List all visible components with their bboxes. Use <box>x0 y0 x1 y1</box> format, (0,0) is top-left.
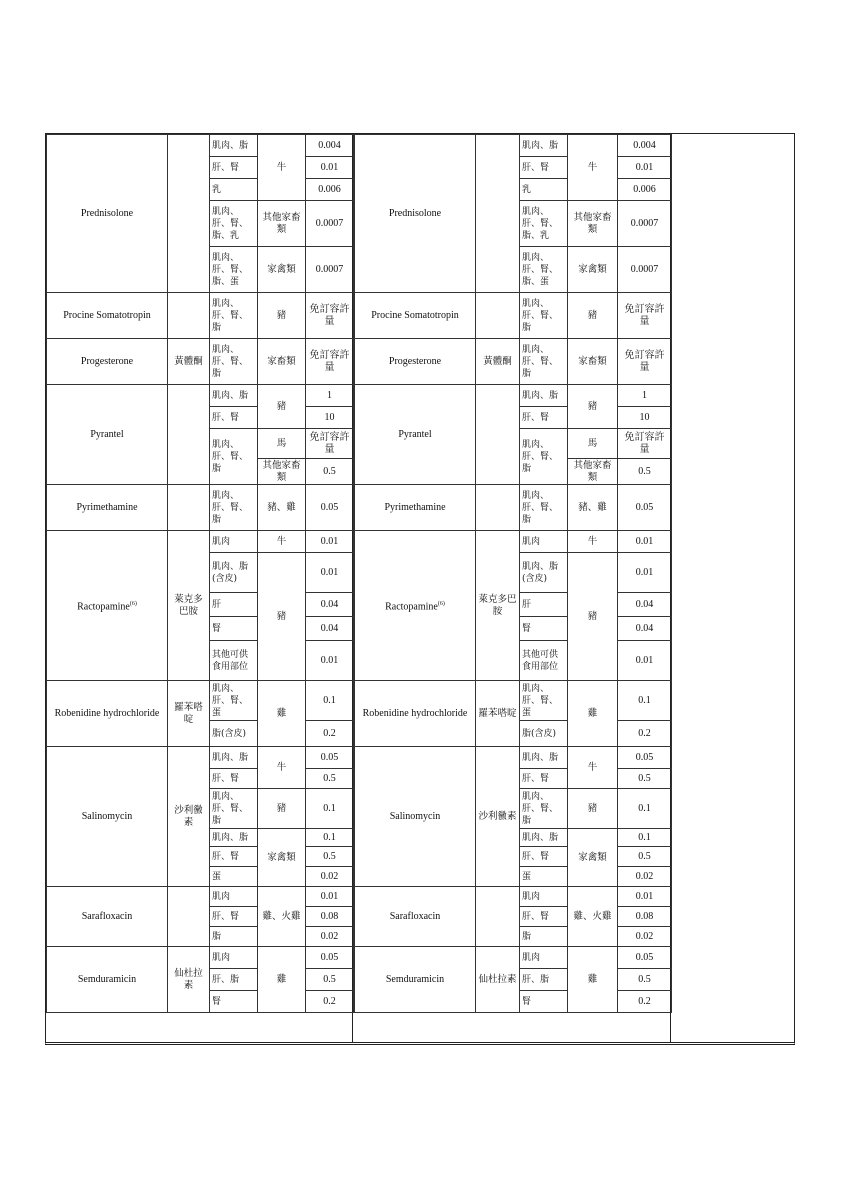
animal-species: 豬 <box>568 789 618 829</box>
chinese-name: 黃體酮 <box>476 339 520 385</box>
drug-name <box>47 293 168 339</box>
chinese-name <box>168 293 210 339</box>
animal-species: 家畜類 <box>258 339 306 385</box>
tissue-part: 肌肉、脂 <box>520 385 568 407</box>
drug-name <box>355 887 476 947</box>
drug-name-text: Progesterone <box>80 355 134 367</box>
tissue-part: 肝 <box>210 593 258 617</box>
limit-value: 0.1 <box>306 681 354 721</box>
animal-species: 豬 <box>258 789 306 829</box>
drug-name <box>355 485 476 531</box>
tissue-part: 肌肉、脂(含皮) <box>210 553 258 593</box>
chinese-name: 萊克多巴胺 <box>168 531 210 681</box>
chinese-name <box>476 385 520 485</box>
tissue-part: 脂 <box>520 927 568 947</box>
tissue-part: 肝、腎 <box>210 157 258 179</box>
tissue-part: 肝、腎 <box>520 847 568 867</box>
drug-name-text: Ractopamine <box>385 601 438 613</box>
tissue-part: 腎 <box>520 617 568 641</box>
animal-species: 雞 <box>258 947 306 1013</box>
animal-species: 牛 <box>258 531 306 553</box>
tissue-part: 肌肉、肝、腎、脂 <box>520 485 568 531</box>
tissue-part: 乳 <box>210 179 258 201</box>
tissue-part: 乳 <box>520 179 568 201</box>
footnote-marker: (6) <box>437 600 445 607</box>
drug-name-text: Pyrantel <box>90 428 124 440</box>
tissue-part: 肝、腎 <box>210 847 258 867</box>
tissue-part: 肝、腎 <box>520 769 568 789</box>
tissue-part: 肌肉 <box>520 531 568 553</box>
limit-value: 0.1 <box>618 829 672 847</box>
tissue-part: 脂 <box>210 927 258 947</box>
animal-species: 豬、雞 <box>258 485 306 531</box>
tissue-part: 肌肉、肝、腎、脂 <box>520 339 568 385</box>
limit-value: 1 <box>618 385 672 407</box>
tissue-part: 肌肉、肝、腎、脂 <box>520 789 568 829</box>
drug-name-text: Progesterone <box>388 355 442 367</box>
tissue-part: 肌肉、脂 <box>210 385 258 407</box>
tissue-part: 肌肉、脂 <box>520 135 568 157</box>
limit-value: 0.05 <box>306 947 354 969</box>
table-row <box>47 681 354 721</box>
limit-value: 免訂容許量 <box>306 293 354 339</box>
tissue-part: 肌肉 <box>520 887 568 907</box>
tissue-part: 肝、腎 <box>210 907 258 927</box>
animal-species: 豬 <box>258 385 306 429</box>
limit-value: 0.02 <box>618 867 672 887</box>
limit-value: 免訂容許量 <box>306 339 354 385</box>
animal-species: 豬 <box>258 553 306 681</box>
drug-name <box>355 531 476 681</box>
chinese-name <box>168 887 210 947</box>
animal-species: 牛 <box>568 135 618 201</box>
drug-name <box>355 947 476 1013</box>
table-row <box>47 135 354 157</box>
tissue-part: 肌肉、脂 <box>520 829 568 847</box>
table-row <box>47 947 354 969</box>
limit-value: 0.1 <box>618 681 672 721</box>
drug-name-text: Ractopamine <box>77 601 130 613</box>
animal-species: 牛 <box>258 747 306 789</box>
drug-name <box>355 339 476 385</box>
limit-value: 0.0007 <box>306 247 354 293</box>
remarks-column <box>672 134 796 1042</box>
limit-value: 0.5 <box>618 769 672 789</box>
limit-value: 0.08 <box>618 907 672 927</box>
drug-name <box>47 385 168 485</box>
table-row <box>47 887 354 907</box>
tissue-part: 肌肉、肝、腎、脂、乳 <box>520 201 568 247</box>
tissue-part: 肌肉、肝、腎、蛋 <box>210 681 258 721</box>
chinese-name <box>476 135 520 293</box>
tissue-part: 脂(含皮) <box>520 721 568 747</box>
tissue-part: 肌肉、肝、腎、脂 <box>520 429 568 485</box>
footnote-marker: (6) <box>129 600 137 607</box>
drug-name-text: Pyrimethamine <box>384 501 446 513</box>
table-row <box>47 339 354 385</box>
drug-name-text: Pyrimethamine <box>76 501 138 513</box>
tissue-part: 肝、腎 <box>520 907 568 927</box>
animal-species: 馬 <box>258 429 306 459</box>
limit-value: 0.05 <box>618 947 672 969</box>
chinese-name: 黃體酮 <box>168 339 210 385</box>
tissue-part: 肌肉、肝、腎、脂、蛋 <box>520 247 568 293</box>
chinese-name <box>168 485 210 531</box>
tissue-part: 肝、脂 <box>210 969 258 991</box>
limit-value: 0.01 <box>306 887 354 907</box>
limit-value: 0.02 <box>306 867 354 887</box>
limit-value: 0.006 <box>306 179 354 201</box>
drug-name-text: Salinomycin <box>81 810 133 822</box>
animal-species: 家禽類 <box>258 247 306 293</box>
limit-value: 0.01 <box>306 531 354 553</box>
limit-value: 0.08 <box>306 907 354 927</box>
table-row <box>355 947 672 969</box>
animal-species: 豬 <box>568 553 618 681</box>
table-row <box>47 747 354 769</box>
animal-species: 豬 <box>568 293 618 339</box>
limit-value: 0.05 <box>618 485 672 531</box>
drug-name-text: Robenidine hydrochloride <box>54 707 160 719</box>
chinese-name <box>168 385 210 485</box>
animal-species: 雞 <box>258 681 306 747</box>
chinese-name <box>476 485 520 531</box>
table-row <box>355 681 672 721</box>
limit-value: 0.5 <box>618 847 672 867</box>
chinese-name: 沙利黴素 <box>476 747 520 887</box>
tissue-part: 肌肉 <box>210 947 258 969</box>
tissue-part: 肌肉、脂 <box>210 135 258 157</box>
animal-species: 牛 <box>568 747 618 789</box>
current-column <box>46 134 353 1042</box>
animal-species: 其他家畜類 <box>258 201 306 247</box>
limit-value: 0.05 <box>306 747 354 769</box>
animal-species: 豬、雞 <box>568 485 618 531</box>
animal-species: 雞 <box>568 681 618 747</box>
chinese-name: 羅苯嗒啶 <box>168 681 210 747</box>
limit-value: 0.004 <box>618 135 672 157</box>
table-row <box>355 339 672 385</box>
limit-value: 0.0007 <box>618 247 672 293</box>
limit-value: 0.05 <box>618 747 672 769</box>
limit-value: 10 <box>306 407 354 429</box>
limit-value: 0.02 <box>618 927 672 947</box>
limit-value: 0.01 <box>618 531 672 553</box>
drug-name-text: Semduramicin <box>77 973 137 985</box>
animal-species: 其他家畜類 <box>258 459 306 485</box>
limit-value: 免訂容許量 <box>618 339 672 385</box>
table-row <box>47 485 354 531</box>
animal-species: 豬 <box>258 293 306 339</box>
limit-value: 0.1 <box>306 829 354 847</box>
limit-value: 0.04 <box>306 593 354 617</box>
drug-name <box>47 887 168 947</box>
limit-value: 0.02 <box>306 927 354 947</box>
limit-value: 0.5 <box>306 769 354 789</box>
table-row <box>355 531 672 553</box>
animal-species: 其他家畜類 <box>568 459 618 485</box>
limit-value: 0.004 <box>306 135 354 157</box>
tissue-part: 肌肉 <box>520 947 568 969</box>
drug-name <box>355 385 476 485</box>
limit-value: 0.1 <box>306 789 354 829</box>
tissue-part: 肝、脂 <box>520 969 568 991</box>
limit-value: 0.01 <box>306 553 354 593</box>
animal-species: 馬 <box>568 429 618 459</box>
tissue-part: 腎 <box>210 991 258 1013</box>
tissue-part: 腎 <box>210 617 258 641</box>
tissue-part: 肝、腎 <box>520 157 568 179</box>
limit-value: 免訂容許量 <box>618 429 672 459</box>
tissue-part: 其他可供食用部位 <box>520 641 568 681</box>
animal-species: 雞、火雞 <box>258 887 306 947</box>
tissue-part: 肌肉、脂 <box>520 747 568 769</box>
drug-name-text: Procine Somatotropin <box>63 309 151 321</box>
limit-value: 0.5 <box>306 847 354 867</box>
tissue-part: 肌肉 <box>210 887 258 907</box>
tissue-part: 肌肉、脂 <box>210 747 258 769</box>
tissue-part: 肝、腎 <box>210 769 258 789</box>
animal-species: 雞、火雞 <box>568 887 618 947</box>
animal-species: 雞 <box>568 947 618 1013</box>
tissue-part: 其他可供食用部位 <box>210 641 258 681</box>
tissue-part: 肌肉、肝、腎、脂 <box>210 429 258 485</box>
regulation-table-page <box>45 133 795 1045</box>
animal-species: 豬 <box>568 385 618 429</box>
limit-value: 免訂容許量 <box>618 293 672 339</box>
drug-name <box>355 747 476 887</box>
limit-value: 0.01 <box>306 157 354 179</box>
drug-name-text: Semduramicin <box>385 973 445 985</box>
tissue-part: 肌肉、肝、腎、脂 <box>210 789 258 829</box>
drug-name-text: Prednisolone <box>388 207 442 219</box>
limit-value: 0.2 <box>306 991 354 1013</box>
limit-value: 0.5 <box>306 969 354 991</box>
limit-value: 0.04 <box>618 593 672 617</box>
tissue-part: 腎 <box>520 991 568 1013</box>
tissue-part: 肌肉、肝、腎、脂 <box>210 339 258 385</box>
limit-value: 0.04 <box>306 617 354 641</box>
tissue-part: 肌肉、肝、腎、脂 <box>210 293 258 339</box>
limit-value: 0.5 <box>618 969 672 991</box>
chinese-name: 仙杜拉素 <box>168 947 210 1013</box>
limit-value: 0.5 <box>618 459 672 485</box>
table-row <box>355 385 672 407</box>
tissue-part: 肌肉、脂(含皮) <box>520 553 568 593</box>
drug-name <box>355 293 476 339</box>
animal-species: 家畜類 <box>568 339 618 385</box>
tissue-part: 肝、腎 <box>520 407 568 429</box>
chinese-name: 羅苯嗒啶 <box>476 681 520 747</box>
drug-name <box>355 681 476 747</box>
table-row <box>355 747 672 769</box>
chinese-name <box>476 293 520 339</box>
drug-name <box>47 531 168 681</box>
drug-name-text: Sarafloxacin <box>389 910 441 922</box>
limit-value: 0.0007 <box>306 201 354 247</box>
animal-species: 家禽類 <box>568 247 618 293</box>
limit-value: 0.05 <box>306 485 354 531</box>
tissue-part: 蛋 <box>210 867 258 887</box>
tissue-part: 肌肉 <box>210 531 258 553</box>
tissue-part: 肌肉、肝、腎、脂、蛋 <box>210 247 258 293</box>
animal-species: 家禽類 <box>258 829 306 887</box>
animal-species: 家禽類 <box>568 829 618 887</box>
table-row <box>355 293 672 339</box>
table-row <box>355 135 672 157</box>
chinese-name: 萊克多巴胺 <box>476 531 520 681</box>
tissue-part: 肌肉、脂 <box>210 829 258 847</box>
chinese-name: 仙杜拉素 <box>476 947 520 1013</box>
tissue-part: 肌肉、肝、腎、脂 <box>210 485 258 531</box>
drug-name <box>47 485 168 531</box>
drug-name-text: Procine Somatotropin <box>371 309 459 321</box>
drug-name-text: Robenidine hydrochloride <box>362 707 468 719</box>
chinese-name: 沙利黴素 <box>168 747 210 887</box>
tissue-part: 肌肉、肝、腎、脂、乳 <box>210 201 258 247</box>
residue-limit-table-amended <box>354 134 672 1013</box>
drug-name <box>47 135 168 293</box>
limit-value: 0.01 <box>618 553 672 593</box>
table-row <box>355 485 672 531</box>
limit-value: 0.006 <box>618 179 672 201</box>
limit-value: 免訂容許量 <box>306 429 354 459</box>
table-row <box>47 531 354 553</box>
table-row <box>355 887 672 907</box>
limit-value: 1 <box>306 385 354 407</box>
limit-value: 0.0007 <box>618 201 672 247</box>
limit-value: 0.01 <box>618 157 672 179</box>
limit-value: 0.01 <box>306 641 354 681</box>
tissue-part: 肌肉、肝、腎、脂 <box>520 293 568 339</box>
limit-value: 0.2 <box>618 991 672 1013</box>
animal-species: 其他家畜類 <box>568 201 618 247</box>
tissue-part: 脂(含皮) <box>210 721 258 747</box>
residue-limit-table-current <box>46 134 354 1013</box>
limit-value: 0.1 <box>618 789 672 829</box>
animal-species: 牛 <box>568 531 618 553</box>
chinese-name <box>168 135 210 293</box>
drug-name-text: Salinomycin <box>389 810 441 822</box>
tissue-part: 肝 <box>520 593 568 617</box>
drug-name <box>47 747 168 887</box>
drug-name <box>47 339 168 385</box>
limit-value: 0.5 <box>306 459 354 485</box>
tissue-part: 肌肉、肝、腎、蛋 <box>520 681 568 721</box>
limit-value: 0.01 <box>618 887 672 907</box>
drug-name <box>47 947 168 1013</box>
drug-name-text: Pyrantel <box>398 428 432 440</box>
animal-species: 牛 <box>258 135 306 201</box>
table-row <box>47 385 354 407</box>
drug-name-text: Prednisolone <box>80 207 134 219</box>
drug-name <box>355 135 476 293</box>
limit-value: 0.01 <box>618 641 672 681</box>
drug-name <box>47 681 168 747</box>
chinese-name <box>476 887 520 947</box>
table-row <box>47 293 354 339</box>
tissue-part: 蛋 <box>520 867 568 887</box>
limit-value: 0.2 <box>618 721 672 747</box>
tissue-part: 肝、腎 <box>210 407 258 429</box>
drug-name-text: Sarafloxacin <box>81 910 133 922</box>
limit-value: 0.04 <box>618 617 672 641</box>
amended-column <box>354 134 671 1042</box>
limit-value: 10 <box>618 407 672 429</box>
limit-value: 0.2 <box>306 721 354 747</box>
